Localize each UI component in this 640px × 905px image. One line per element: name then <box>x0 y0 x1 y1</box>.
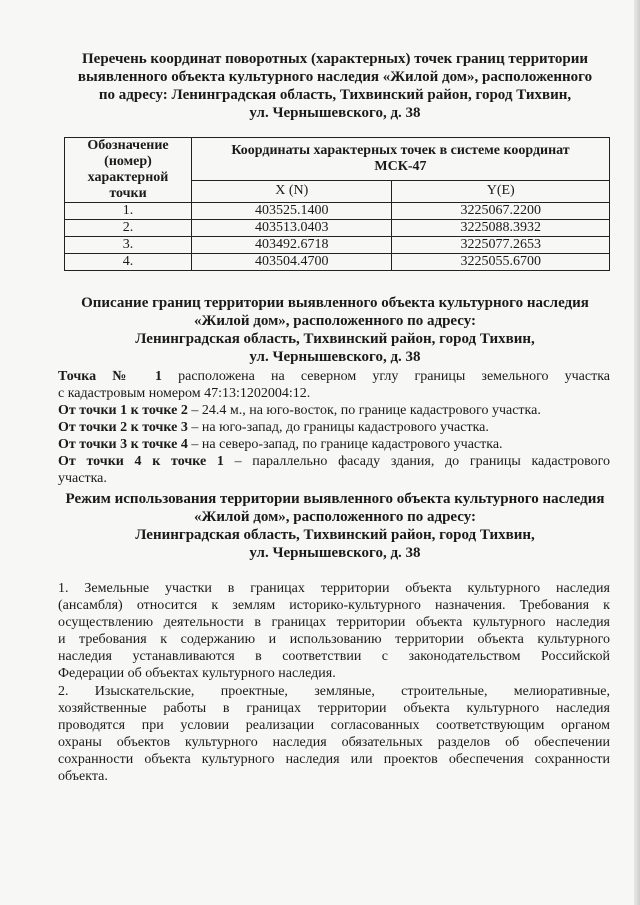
heading-line: ул. Чернышевского, д. 38 <box>249 349 421 365</box>
x-column-header: X (N) <box>192 180 392 202</box>
text-line: осуществлению деятельности в границах территории объекта культурного наследия <box>58 615 610 630</box>
text-line: охраны объектов культурного наследия обязательных разделов об обеспечении <box>58 735 610 750</box>
title-line: Перечень координат поворотных (характерных) точек границ территории <box>82 51 588 67</box>
point-number: 1. <box>65 203 192 220</box>
x-coordinate: 403513.0403 <box>192 220 392 237</box>
boundary-description <box>58 368 610 487</box>
description-heading <box>60 294 610 366</box>
point1-label: Точка № 1 <box>58 369 162 384</box>
heading-line: ул. Чернышевского, д. 38 <box>249 545 421 561</box>
segment-label: От точки 2 к точке 3 <box>58 420 188 435</box>
x-coordinate: 403525.1400 <box>192 203 392 220</box>
heading-line: Режим использования территории выявленного объекта культурного наследия <box>65 491 605 507</box>
regime-heading <box>60 490 610 562</box>
segment-text: – параллельно фасаду здания, до границы кадастрового <box>223 454 610 469</box>
segment-4-1 <box>58 453 610 487</box>
heading-line: Описание границ территории выявленного объекта культурного наследия <box>81 295 589 311</box>
segment-3-4 <box>58 436 610 453</box>
text-line: хозяйственные работы в границах территории объекта культурного наследия <box>58 701 610 716</box>
heading-line: «Жилой дом», расположенного по адресу: <box>193 313 477 329</box>
point1-text-cont: с кадастровым номером 47:13:1202004:12. <box>58 386 311 401</box>
text-line: Федерации об объектах культурного наследия. <box>58 666 336 681</box>
y-coordinate: 3225088.3932 <box>392 220 610 237</box>
heading-line: Ленинградская область, Тихвинский район, город Тихвин, <box>135 331 535 347</box>
y-coordinate: 3225055.6700 <box>392 254 610 271</box>
coordinates-header: Координаты характерных точек в системе координат МСК-47 <box>192 138 610 181</box>
regime-item-2 <box>58 683 610 785</box>
segment-label: От точки 3 к точке 4 <box>58 437 188 452</box>
point-number-header: Обозначение (номер) характерной точки <box>65 138 192 203</box>
table-row <box>65 237 610 254</box>
x-coordinate: 403504.4700 <box>192 254 392 271</box>
segment-text: – 24.4 м., на юго-восток, по границе кадастрового участка. <box>187 403 541 418</box>
segment-text-cont: участка. <box>58 471 107 486</box>
coordinates-table <box>64 137 610 271</box>
segment-label: От точки 4 к точке 1 <box>58 454 224 469</box>
segment-text: – на северо-запад, по границе кадастрового участка. <box>187 437 503 452</box>
segment-text: – на юго-запад, до границы кадастрового участка. <box>187 420 489 435</box>
text-line: 2. Изыскательские, проектные, земляные, строительные, мелиоративные, <box>58 684 610 699</box>
text-line: и требования к содержанию и использованию территории объекта культурного <box>58 632 610 647</box>
text-line: (ансамбля) относится к землям историко-культурного назначения. Требования к <box>58 598 610 613</box>
table-row <box>65 220 610 237</box>
scan-edge <box>634 0 640 905</box>
segment-1-2 <box>58 402 610 419</box>
table-row <box>65 254 610 271</box>
heading-line: «Жилой дом», расположенного по адресу: <box>193 509 477 525</box>
point1-description <box>58 368 610 402</box>
point1-text: расположена на северном углу границы земельного участка <box>162 369 610 384</box>
text-line: сохранности объекта культурного наследия или проектов обеспечения сохранности <box>58 752 610 767</box>
segment-label: От точки 1 к точке 2 <box>58 403 188 418</box>
heading-line: Ленинградская область, Тихвинский район, город Тихвин, <box>135 527 535 543</box>
y-coordinate: 3225067.2200 <box>392 203 610 220</box>
table-row <box>65 203 610 220</box>
regime-item-1 <box>58 580 610 682</box>
point-number: 3. <box>65 237 192 254</box>
point-number: 4. <box>65 254 192 271</box>
text-line: 1. Земельные участки в границах территории объекта культурного наследия <box>58 581 610 596</box>
title-line: ул. Чернышевского, д. 38 <box>249 105 421 121</box>
y-coordinate: 3225077.2653 <box>392 237 610 254</box>
text-line: наследия устанавливаются в соответствии с законодательством Российской <box>58 649 610 664</box>
title-line: выявленного объекта культурного наследия «Жилой дом», расположенного <box>77 69 593 85</box>
y-column-header: Y(E) <box>392 180 610 202</box>
title-line: по адресу: Ленинградская область, Тихвинский район, город Тихвин, <box>98 87 572 103</box>
text-line: объекта. <box>58 769 108 784</box>
document-title <box>60 50 610 122</box>
segment-2-3 <box>58 419 610 436</box>
x-coordinate: 403492.6718 <box>192 237 392 254</box>
point-number: 2. <box>65 220 192 237</box>
text-line: проводятся при условии реализации согласованных соответствующим органом <box>58 718 610 733</box>
